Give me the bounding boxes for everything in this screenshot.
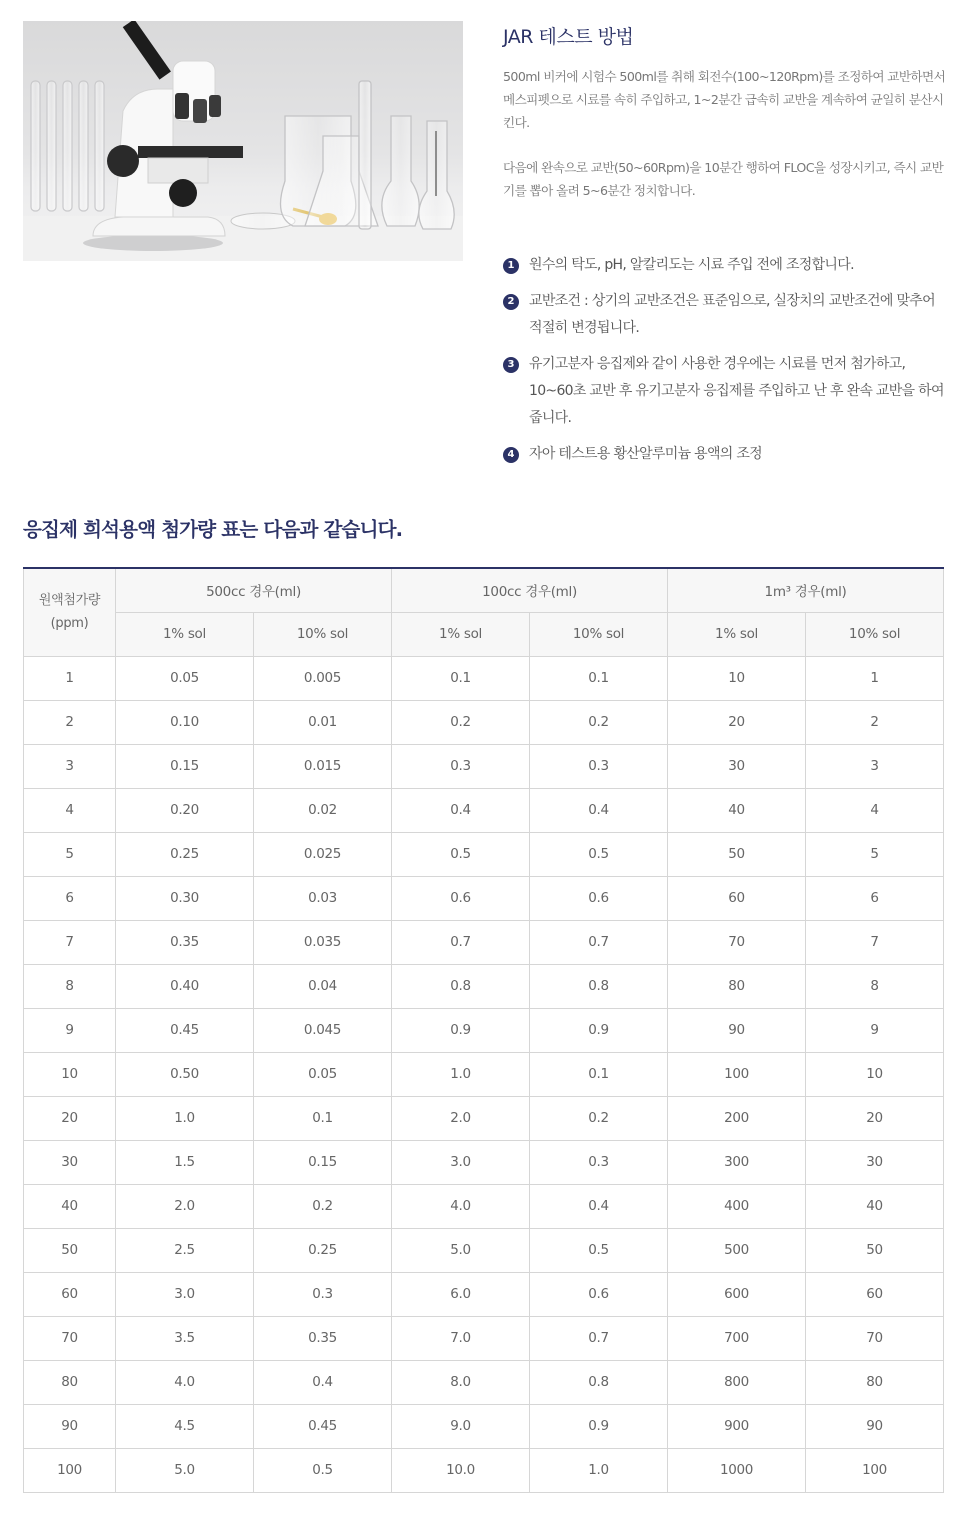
- table-cell: 90: [806, 1404, 944, 1448]
- table-cell: 0.15: [116, 744, 254, 788]
- table-cell: 3: [806, 744, 944, 788]
- table-cell: 0.1: [530, 656, 668, 700]
- table-cell: 0.3: [530, 1140, 668, 1184]
- table-cell: 80: [806, 1360, 944, 1404]
- group-header-500cc: 500cc 경우(ml): [116, 568, 392, 612]
- ppm-column-header: [24, 568, 116, 656]
- table-cell: 0.20: [116, 788, 254, 832]
- ppm-cell: 50: [24, 1228, 116, 1272]
- table-row: [24, 1140, 944, 1184]
- table-cell: 1.0: [392, 1052, 530, 1096]
- group-header-100cc: 100cc 경우(ml): [392, 568, 668, 612]
- ppm-cell: 1: [24, 656, 116, 700]
- procedure-steps: [503, 252, 948, 477]
- table-cell: 0.2: [254, 1184, 392, 1228]
- table-cell: 0.8: [530, 964, 668, 1008]
- table-cell: 0.35: [254, 1316, 392, 1360]
- table-cell: 1: [806, 656, 944, 700]
- table-cell: 0.3: [392, 744, 530, 788]
- table-row: [24, 1184, 944, 1228]
- table-cell: 0.2: [392, 700, 530, 744]
- table-row: [24, 1052, 944, 1096]
- table-cell: 0.2: [530, 700, 668, 744]
- table-cell: 7.0: [392, 1316, 530, 1360]
- sub-header: 10% sol: [530, 612, 668, 656]
- table-cell: 0.4: [530, 1184, 668, 1228]
- ppm-cell: 7: [24, 920, 116, 964]
- table-cell: 50: [668, 832, 806, 876]
- table-cell: 1.0: [530, 1448, 668, 1492]
- table-cell: 0.5: [392, 832, 530, 876]
- microscope-illustration: [23, 21, 463, 261]
- ppm-cell: 5: [24, 832, 116, 876]
- table-cell: 10: [668, 656, 806, 700]
- table-cell: 0.35: [116, 920, 254, 964]
- table-cell: 0.9: [530, 1404, 668, 1448]
- table-cell: 50: [806, 1228, 944, 1272]
- table-cell: 0.2: [530, 1096, 668, 1140]
- table-row: [24, 1404, 944, 1448]
- table-cell: 7: [806, 920, 944, 964]
- table-row: [24, 1228, 944, 1272]
- table-cell: 0.8: [392, 964, 530, 1008]
- table-row: [24, 656, 944, 700]
- table-cell: 5: [806, 832, 944, 876]
- step-number-badge: 3: [503, 357, 519, 373]
- table-cell: 400: [668, 1184, 806, 1228]
- table-cell: 0.6: [530, 876, 668, 920]
- table-cell: 0.7: [392, 920, 530, 964]
- ppm-cell: 40: [24, 1184, 116, 1228]
- table-cell: 0.045: [254, 1008, 392, 1052]
- step-text: 교반조건 : 상기의 교반조건은 표준임으로, 실장치의 교반조건에 맞추어 적절히 변경됩니다.: [529, 293, 935, 336]
- table-cell: 300: [668, 1140, 806, 1184]
- sub-header: 1% sol: [116, 612, 254, 656]
- ppm-cell: 30: [24, 1140, 116, 1184]
- sub-header: 10% sol: [254, 612, 392, 656]
- step-item-4: [503, 441, 948, 468]
- table-cell: 0.40: [116, 964, 254, 1008]
- table-cell: 0.015: [254, 744, 392, 788]
- table-cell: 0.3: [530, 744, 668, 788]
- ppm-cell: 8: [24, 964, 116, 1008]
- table-cell: 1.5: [116, 1140, 254, 1184]
- table-cell: 0.5: [254, 1448, 392, 1492]
- table-cell: 6.0: [392, 1272, 530, 1316]
- table-cell: 80: [668, 964, 806, 1008]
- table-cell: 0.15: [254, 1140, 392, 1184]
- table-cell: 0.1: [254, 1096, 392, 1140]
- ppm-cell: 6: [24, 876, 116, 920]
- table-cell: 40: [806, 1184, 944, 1228]
- table-cell: 0.25: [254, 1228, 392, 1272]
- table-row: [24, 1316, 944, 1360]
- table-cell: 40: [668, 788, 806, 832]
- table-cell: 0.25: [116, 832, 254, 876]
- section-title: 응집제 희석용액 첨가량 표는 다음과 같습니다.: [23, 518, 403, 541]
- table-cell: 3.5: [116, 1316, 254, 1360]
- table-cell: 2.5: [116, 1228, 254, 1272]
- ppm-cell: 4: [24, 788, 116, 832]
- table-cell: 0.4: [530, 788, 668, 832]
- table-cell: 100: [806, 1448, 944, 1492]
- table-cell: 0.6: [392, 876, 530, 920]
- table-cell: 0.4: [392, 788, 530, 832]
- table-cell: 0.005: [254, 656, 392, 700]
- table-row: [24, 832, 944, 876]
- table-cell: 0.9: [392, 1008, 530, 1052]
- table-cell: 8.0: [392, 1360, 530, 1404]
- table-cell: 90: [668, 1008, 806, 1052]
- table-row: [24, 920, 944, 964]
- table-row: [24, 1096, 944, 1140]
- table-row: [24, 876, 944, 920]
- table-cell: 0.01: [254, 700, 392, 744]
- table-header: [24, 568, 944, 656]
- intro-title: JAR 테스트 방법: [503, 26, 634, 48]
- sub-header: 1% sol: [668, 612, 806, 656]
- table-row: [24, 1448, 944, 1492]
- ppm-cell: 60: [24, 1272, 116, 1316]
- table-row: [24, 1360, 944, 1404]
- ppm-cell: 3: [24, 744, 116, 788]
- ppm-cell: 70: [24, 1316, 116, 1360]
- table-cell: 60: [668, 876, 806, 920]
- table-cell: 0.1: [392, 656, 530, 700]
- ppm-cell: 100: [24, 1448, 116, 1492]
- table-cell: 2.0: [116, 1184, 254, 1228]
- step-item-2: [503, 288, 948, 342]
- table-cell: 2.0: [392, 1096, 530, 1140]
- table-cell: 0.6: [530, 1272, 668, 1316]
- ppm-cell: 20: [24, 1096, 116, 1140]
- table-cell: 0.8: [530, 1360, 668, 1404]
- table-cell: 0.04: [254, 964, 392, 1008]
- table-row: [24, 1272, 944, 1316]
- table-cell: 0.3: [254, 1272, 392, 1316]
- table-cell: 0.7: [530, 920, 668, 964]
- table-cell: 60: [806, 1272, 944, 1316]
- table-cell: 0.03: [254, 876, 392, 920]
- lab-microscope-image: [23, 21, 463, 261]
- table-cell: 6: [806, 876, 944, 920]
- table-cell: 0.50: [116, 1052, 254, 1096]
- step-text: 자아 테스트용 황산알루미늄 용액의 조정: [529, 446, 763, 462]
- table-cell: 10.0: [392, 1448, 530, 1492]
- table-cell: 5.0: [116, 1448, 254, 1492]
- table-cell: 0.7: [530, 1316, 668, 1360]
- table-cell: 5.0: [392, 1228, 530, 1272]
- table-cell: 9.0: [392, 1404, 530, 1448]
- table-cell: 30: [668, 744, 806, 788]
- table-cell: 0.1: [530, 1052, 668, 1096]
- table-cell: 900: [668, 1404, 806, 1448]
- sub-header: 10% sol: [806, 612, 944, 656]
- table-cell: 20: [668, 700, 806, 744]
- table-row: [24, 964, 944, 1008]
- table-body: [24, 656, 944, 1492]
- table-cell: 1.0: [116, 1096, 254, 1140]
- table-cell: 9: [806, 1008, 944, 1052]
- intro-paragraph-2: 다음에 완속으로 교반(50~60Rpm)을 10분간 행하여 FLOC을 성장시키고, 즉시 교반기를 뽑아 올려 5~6분간 정치합니다.: [503, 160, 944, 198]
- ppm-cell: 80: [24, 1360, 116, 1404]
- table-row: [24, 744, 944, 788]
- table-cell: 3.0: [116, 1272, 254, 1316]
- table-cell: 3.0: [392, 1140, 530, 1184]
- ppm-cell: 90: [24, 1404, 116, 1448]
- table-cell: 0.45: [116, 1008, 254, 1052]
- table-row: [24, 1008, 944, 1052]
- table-cell: 4.0: [116, 1360, 254, 1404]
- step-text: 원수의 탁도, pH, 알칼리도는 시료 주입 전에 조정합니다.: [529, 257, 854, 273]
- step-item-3: [503, 351, 948, 432]
- table-cell: 200: [668, 1096, 806, 1140]
- table-cell: 0.9: [530, 1008, 668, 1052]
- table-cell: 30: [806, 1140, 944, 1184]
- table-cell: 700: [668, 1316, 806, 1360]
- sub-header: 1% sol: [392, 612, 530, 656]
- table-cell: 0.035: [254, 920, 392, 964]
- table-cell: 500: [668, 1228, 806, 1272]
- table-cell: 0.025: [254, 832, 392, 876]
- dosage-table-wrapper: [23, 567, 943, 1493]
- table-cell: 4.5: [116, 1404, 254, 1448]
- ppm-header-unit: (ppm): [50, 616, 89, 632]
- table-cell: 0.30: [116, 876, 254, 920]
- table-cell: 800: [668, 1360, 806, 1404]
- intro-paragraph-1: 500ml 비커에 시험수 500ml를 취해 회전수(100~120Rpm)를 조정하여 교반하면서 메스피펫으로 시료를 속히 주입하고, 1~2분간 급속히 교반을 계속하여 균일히 분산시킨다.: [503, 69, 946, 130]
- ppm-cell: 9: [24, 1008, 116, 1052]
- table-row: [24, 788, 944, 832]
- table-cell: 0.5: [530, 1228, 668, 1272]
- table-cell: 100: [668, 1052, 806, 1096]
- step-number-badge: 1: [503, 258, 519, 274]
- table-cell: 0.45: [254, 1404, 392, 1448]
- ppm-header-label: 원액첨가량: [38, 593, 101, 609]
- table-cell: 4: [806, 788, 944, 832]
- table-cell: 2: [806, 700, 944, 744]
- group-header-1m3: 1m³ 경우(ml): [668, 568, 944, 612]
- table-cell: 0.5: [530, 832, 668, 876]
- step-text: 유기고분자 응집제와 같이 사용한 경우에는 시료를 먼저 첨가하고, 10~60초 교반 후 유기고분자 응집제를 주입하고 난 후 완속 교반을 하여 줍니다.: [529, 356, 944, 426]
- table-cell: 70: [668, 920, 806, 964]
- table-cell: 20: [806, 1096, 944, 1140]
- table-cell: 70: [806, 1316, 944, 1360]
- dosage-table: [23, 567, 944, 1493]
- step-number-badge: 4: [503, 447, 519, 463]
- table-cell: 0.02: [254, 788, 392, 832]
- table-row: [24, 700, 944, 744]
- table-cell: 600: [668, 1272, 806, 1316]
- jar-test-intro: [503, 22, 953, 202]
- table-cell: 0.05: [254, 1052, 392, 1096]
- ppm-cell: 10: [24, 1052, 116, 1096]
- table-cell: 0.10: [116, 700, 254, 744]
- table-cell: 8: [806, 964, 944, 1008]
- table-cell: 0.05: [116, 656, 254, 700]
- ppm-cell: 2: [24, 700, 116, 744]
- step-item-1: [503, 252, 948, 279]
- table-cell: 1000: [668, 1448, 806, 1492]
- step-number-badge: 2: [503, 294, 519, 310]
- table-cell: 4.0: [392, 1184, 530, 1228]
- table-cell: 10: [806, 1052, 944, 1096]
- table-cell: 0.4: [254, 1360, 392, 1404]
